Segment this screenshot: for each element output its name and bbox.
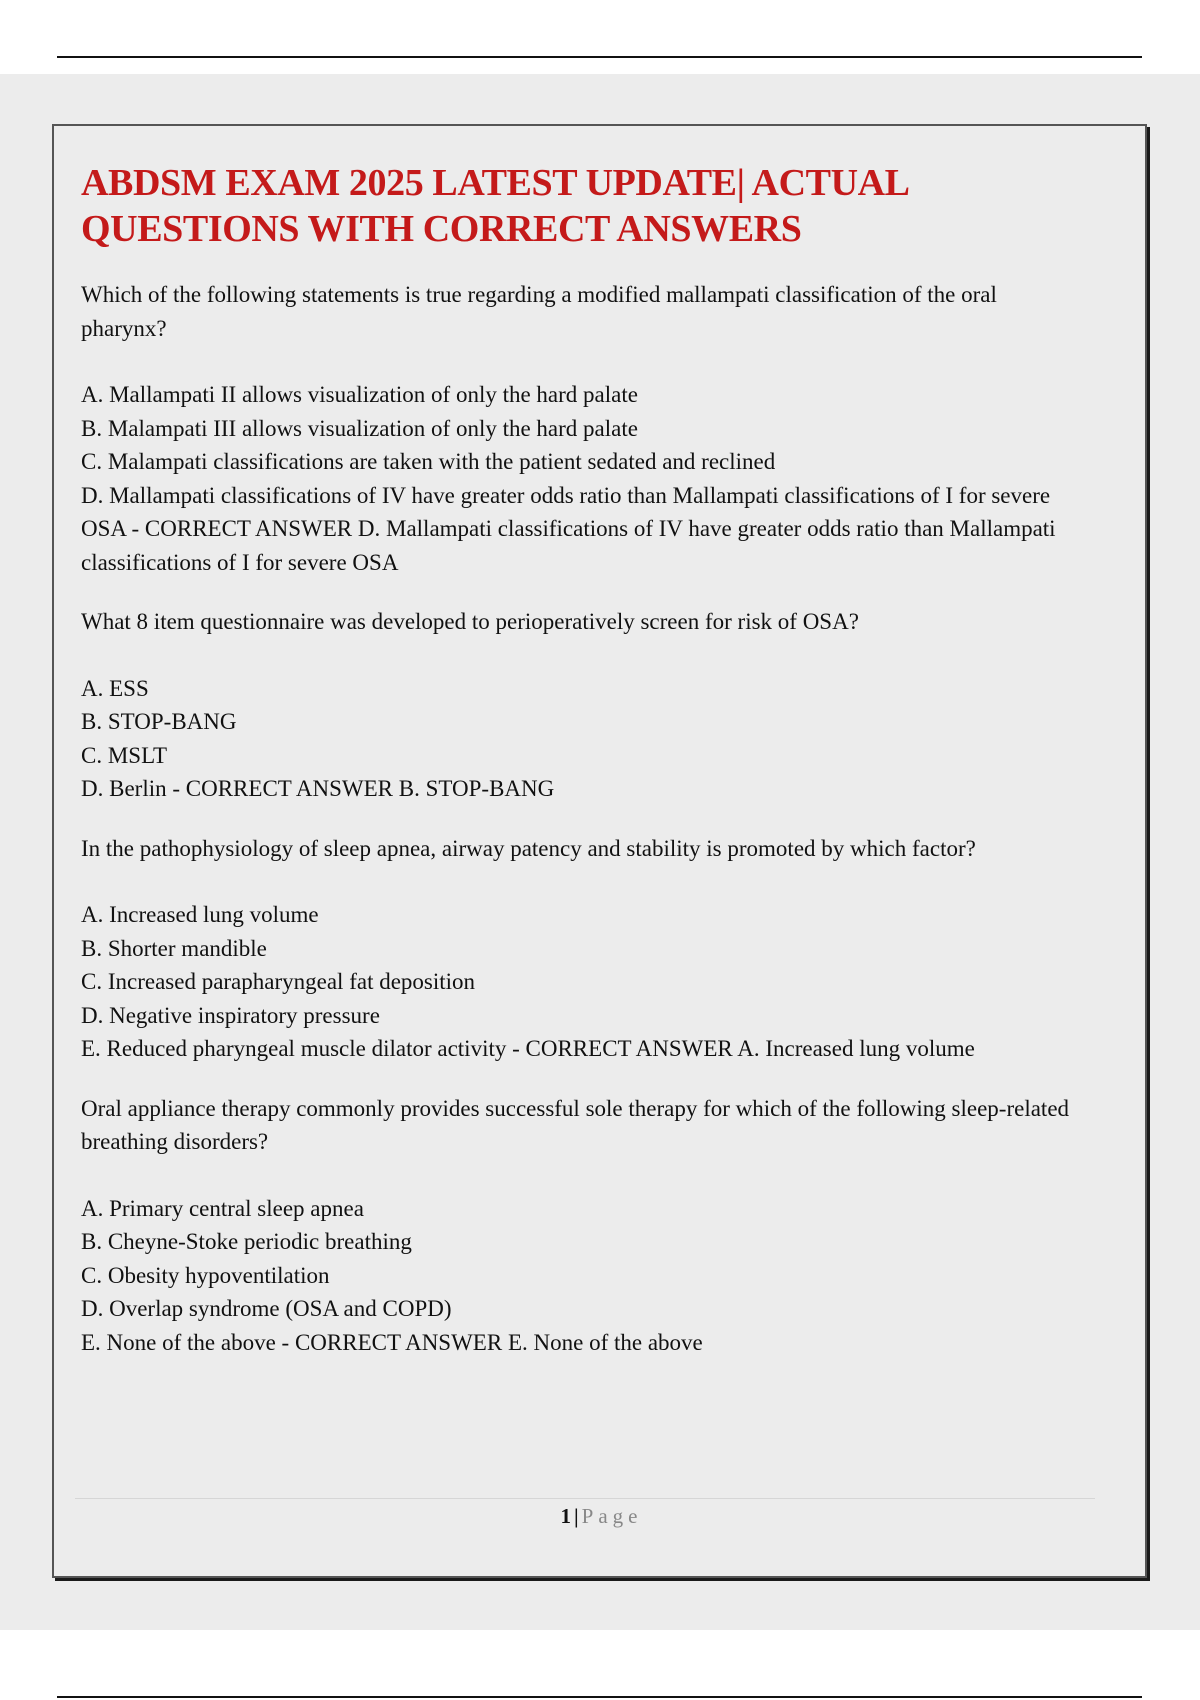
question-block xyxy=(81,1092,1081,1360)
option-item: B. Cheyne-Stoke periodic breathing xyxy=(81,1229,412,1254)
option-item: A. Increased lung volume xyxy=(81,902,319,927)
option-item: C. MSLT xyxy=(81,742,168,768)
option-item-with-answer: D. Berlin - CORRECT ANSWER B. STOP-BANG xyxy=(81,776,555,801)
option-list xyxy=(81,672,1081,806)
option-item: C. Malampati classifications are taken with the patient sedated and reclined xyxy=(81,449,776,474)
option-list xyxy=(81,378,1081,579)
footer-separator: | xyxy=(574,1504,579,1528)
page-footer xyxy=(54,1504,1149,1529)
option-item: B. Malampati III allows visualization of only the hard palate xyxy=(81,415,638,441)
option-item-with-answer: E. None of the above - CORRECT ANSWER E. None of the above xyxy=(81,1329,703,1355)
bottom-rule xyxy=(57,1696,1142,1698)
question-block xyxy=(81,278,1081,579)
option-item: B. STOP-BANG xyxy=(81,709,237,734)
option-item: A. Mallampati II allows visualization of only the hard palate xyxy=(81,382,638,407)
question-text: Which of the following statements is true regarding a modified mallampati classification of the oral pharynx? xyxy=(81,282,997,341)
question-block xyxy=(81,832,1081,1066)
footer-divider xyxy=(75,1498,1095,1499)
page-content xyxy=(81,160,1081,1359)
question-block xyxy=(81,605,1081,806)
page-label: Page xyxy=(581,1504,643,1528)
option-item: D. Negative inspiratory pressure xyxy=(81,1002,380,1028)
option-item-with-answer: E. Reduced pharyngeal muscle dilator activity - CORRECT ANSWER A. Increased lung volume xyxy=(81,1036,975,1061)
option-item: A. ESS xyxy=(81,675,149,701)
option-item: B. Shorter mandible xyxy=(81,935,267,961)
option-item: A. Primary central sleep apnea xyxy=(81,1195,364,1221)
document-title: ABDSM EXAM 2025 LATEST UPDATE| ACTUAL QUESTIONS WITH CORRECT ANSWERS xyxy=(81,162,908,250)
option-list xyxy=(81,898,1081,1066)
question-text: Oral appliance therapy commonly provides successful sole therapy for which of the following sleep-related breathing disorders? xyxy=(81,1095,1070,1154)
question-text: In the pathophysiology of sleep apnea, airway patency and stability is promoted by which factor? xyxy=(81,835,976,861)
page-number: 1 xyxy=(560,1504,572,1528)
option-item: C. Increased parapharyngeal fat deposition xyxy=(81,969,476,994)
option-item-with-answer: D. Mallampati classifications of IV have greater odds ratio than Mallampati classifications of I for severe OSA - CORRECT ANSWER D. Mallampati classifications of IV have greater odds ratio than Mallampati classifications of I for severe OSA xyxy=(81,482,1056,575)
question-text: What 8 item questionnaire was developed to perioperatively screen for risk of OSA? xyxy=(81,609,859,634)
top-rule xyxy=(57,56,1142,58)
document-page xyxy=(52,124,1147,1578)
option-item: C. Obesity hypoventilation xyxy=(81,1262,330,1288)
option-list xyxy=(81,1192,1081,1360)
option-item: D. Overlap syndrome (OSA and COPD) xyxy=(81,1296,452,1321)
